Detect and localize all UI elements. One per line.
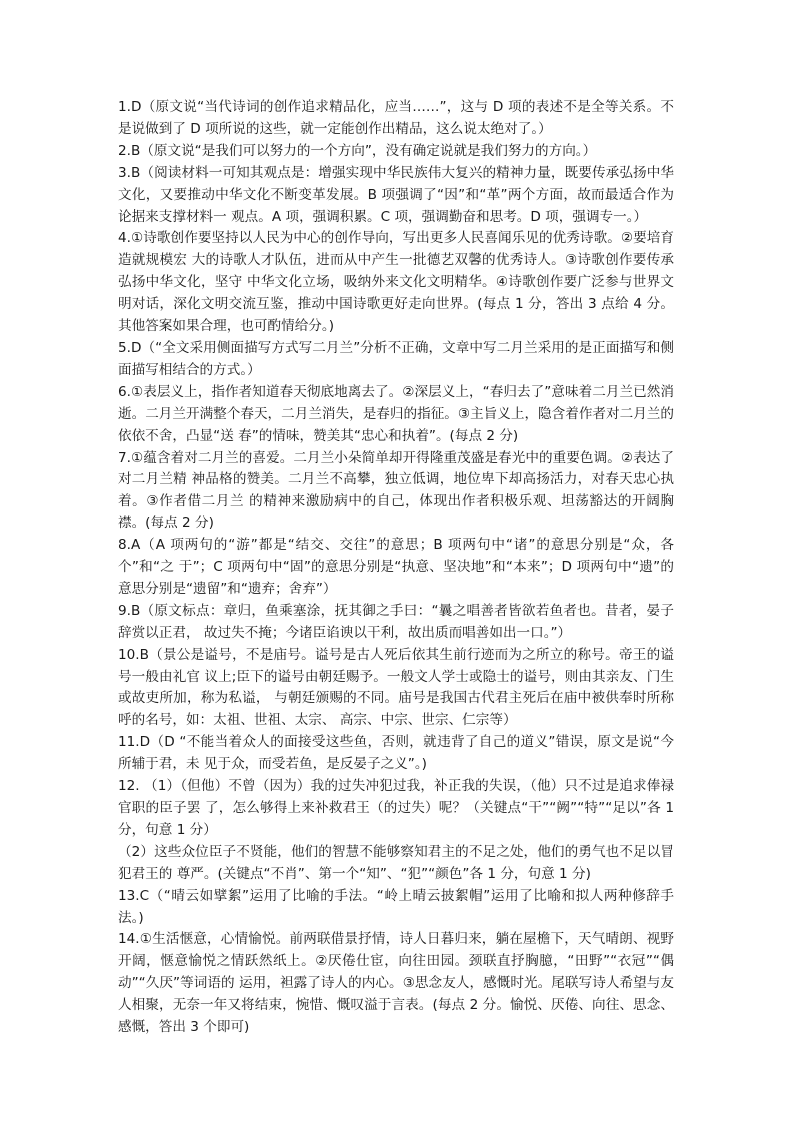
- answer-4: 4.①诗歌创作要坚持以人民为中心的创作导向，写出更多人民喜闻乐见的优秀诗歌。②要培育造就规模宏 大的诗歌人才队伍，进而从中产生一批德艺双馨的优秀诗人。③诗歌创作要传承弘扬中华文化，坚守 中华文化立场，吸纳外来文化文明精华。④诗歌创作要广泛参与世界文明对话，深化文明交流互鉴，推动中国诗歌更好走向世界。(每点 1 分，答出 3 点给 4 分。其他答案如果合理，也可酌情给分。): [118, 230, 674, 335]
- answer-6: 6.①表层义上，指作者知道春天彻底地离去了。②深层义上，“春归去了”意味着二月兰已然消逝。二月兰开满整个春天，二月兰消失，是春归的指征。③主旨义上，隐含着作者对二月兰的依依不舍，凸显“送 春”的情味，赞美其“忠心和执着”。(每点 2 分): [118, 383, 674, 444]
- answer-2: 2.B（原文说“是我们可以努力的一个方向”，没有确定说就是我们努力的方向。）: [118, 142, 597, 159]
- answer-10: 10.B（景公是谥号，不是庙号。谥号是古人死后依其生前行迹而为之所立的称号。帝王的谥号一般由礼官 议上;臣下的谥号由朝廷赐予。一般文人学士或隐士的谥号，则由其亲友、门生或故吏所加，称为私谥， 与朝廷颁赐的不同。庙号是我国古代君主死后在庙中被供奉时所称呼的名号，如：太祖、世祖、太宗、 高宗、中宗、世宗、仁宗等）: [118, 646, 674, 729]
- answer-7: 7.①蕴含着对二月兰的喜爱。二月兰小朵简单却开得隆重茂盛是春光中的重要色调。②表达了对二月兰精 神品格的赞美。二月兰不高攀，独立低调，地位卑下却高扬活力，对春天忠心执着。③作者借二月兰 的精神来激励病中的自己，体现出作者积极乐观、坦荡豁达的开阔胸襟。(每点 2 分): [118, 449, 674, 532]
- answer-9: 9.B（原文标点：章归，鱼乘塞涂，抚其御之手曰：“曩之唱善者皆欲若鱼者也。昔者，晏子辞赏以正君， 故过失不掩；今诸臣谄谀以干利，故出质而唱善如出一口。”）: [118, 602, 674, 641]
- answer-14: 14.①生活惬意，心情愉悦。前两联借景抒情，诗人日暮归来，躺在屋檐下，天气晴朗、视野开阔，惬意愉悦之情跃然纸上。②厌倦仕宦，向往田园。颈联直抒胸臆，“田野”“衣冠”“偶动”“久厌”等词语的 运用，袒露了诗人的内心。③思念友人，感慨时光。尾联写诗人希望与友人相聚，无奈一年又将结束，惋惜、慨叹溢于言表。(每点 2 分。愉悦、厌倦、向往、思念、感慨，答出 3 个即可): [118, 931, 674, 1036]
- answer-12-part-1: 12. （1）（但他）不曾（因为）我的过失冲犯过我，补正我的失误，（他）只不过是追求俸禄官职的臣子罢 了，怎么够得上来补救君王（的过失）呢？（关键点“干”“阙”“特”“足以”各 1 分，句意 1 分）: [118, 778, 674, 838]
- answer-5: 5.D（“全文采用侧面描写方式写二月兰”分析不正确，文章中写二月兰采用的是正面描写和侧面描写相结合的方式。）: [118, 339, 674, 378]
- answer-1: 1.D（原文说“当代诗词的创作追求精品化，应当……”，这与 D 项的表述不是全等关系。不是说做到了 D 项所说的这些，就一定能创作出精品，这么说太绝对了。）: [118, 99, 674, 137]
- answer-12-part-2: （2）这些众位臣子不贤能，他们的智慧不能够察知君主的不足之处，他们的勇气也不足以冒犯君王的 尊严。(关键点“不肖”、第一个“知”、“犯”“颜色”各 1 分，句意 1 分): [118, 843, 674, 882]
- answer-13: 13.C（“晴云如擘絮”运用了比喻的手法。“岭上晴云披絮帽”运用了比喻和拟人两种修辞手法。): [118, 887, 674, 926]
- answer-8: 8.A（A 项两句的“游”都是“结交、交往”的意思；B 项两句中“诸”的意思分别是“众，各个”和“之 于”；C 项两句中“固”的意思分别是“执意、坚决地”和“本来”；D 项两句中“遗”的意思分别是“遗留”和“遗弃；舍弃”）: [118, 537, 674, 597]
- answer-11: 11.D（D “不能当着众人的面接受这些鱼，否则，就违背了自己的道义”错误，原文是说“今所辅于君，未 见于众，而受若鱼，是反晏子之义”。): [118, 734, 674, 773]
- answer-3: 3.B（阅读材料一可知其观点是：增强实现中华民族伟大复兴的精神力量，既要传承弘扬中华文化，又要推动中华文化不断变革发展。B 项强调了“因”和“革”两个方面，故而最适合作为论据来支撑材料一 观点。A 项，强调积累。C 项，强调勤奋和思考。D 项，强调专一。）: [118, 164, 674, 225]
